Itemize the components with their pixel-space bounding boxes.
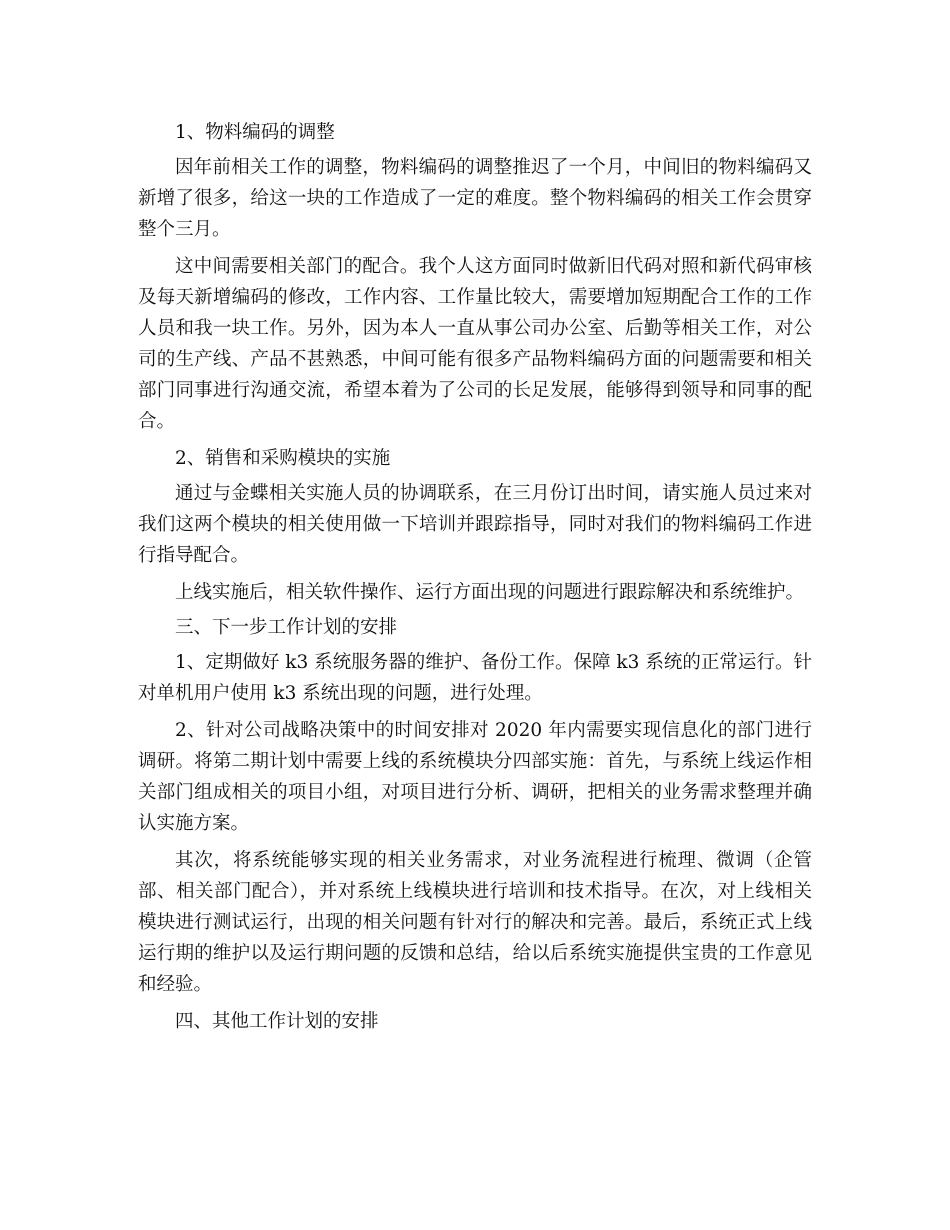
paragraph-kingdee-training: 通过与金蝶相关实施人员的协调联系，在三月份订出时间，请实施人员过来对我们这两个模块的相关使用做一下培训并跟踪指导，同时对我们的物料编码工作进行指导配合。 [138, 483, 812, 566]
section-heading-sales-purchase: 2、销售和采购模块的实施 [175, 448, 391, 469]
document-body [138, 117, 812, 1043]
section-heading-other-plans: 四、其他工作计划的安排 [175, 1011, 379, 1032]
paragraph-material-coding-delay: 因年前相关工作的调整，物料编码的调整推迟了一个月，中间旧的物料编码又新增了很多，给这一块的工作造成了一定的难度。整个物料编码的相关工作会贯穿整个三月。 [138, 157, 812, 240]
paragraph-k3-server-maintenance: 1、定期做好 k3 系统服务器的维护、备份工作。保障 k3 系统的正常运行。针对单机用户使用 k3 系统出现的问题，进行处理。 [138, 652, 812, 704]
paragraph-post-launch-maintenance: 上线实施后，相关软件操作、运行方面出现的问题进行跟踪解决和系统维护。 [175, 582, 805, 603]
section-heading-material-coding: 1、物料编码的调整 [175, 122, 335, 143]
paragraph-department-cooperation: 这中间需要相关部门的配合。我个人这方面同时做新旧代码对照和新代码审核及每天新增编码的修改，工作内容、工作量比较大，需要增加短期配合工作的工作人员和我一块工作。另外，因为本人一直从事公司办公室、后勤等相关工作，对公司的生产线、产品不甚熟悉，中间可能有很多产品物料编码方面的问题需要和相关部门同事进行沟通交流，希望本着为了公司的长足发展，能够得到领导和同事的配合。 [138, 256, 812, 432]
paragraph-system-rollout-steps: 其次，将系统能够实现的相关业务需求，对业务流程进行梳理、微调（企管部、相关部门配合），并对系统上线模块进行培训和技术指导。在次，对上线相关模块进行测试运行，出现的相关问题有针对行的解决和完善。最后，系统正式上线运行期的维护以及运行期问题的反馈和总结，给以后系统实施提供宝贵的工作意见和经验。 [138, 850, 812, 995]
paragraph-informatization-research: 2、针对公司战略决策中的时间安排对 2020 年内需要实现信息化的部门进行调研。将第二期计划中需要上线的系统模块分四部实施：首先，与系统上线运作相关部门组成相关的项目小组，对项目进行分析、调研，把相关的业务需求整理并确认实施方案。 [138, 720, 812, 834]
section-heading-next-plan: 三、下一步工作计划的安排 [175, 617, 398, 638]
